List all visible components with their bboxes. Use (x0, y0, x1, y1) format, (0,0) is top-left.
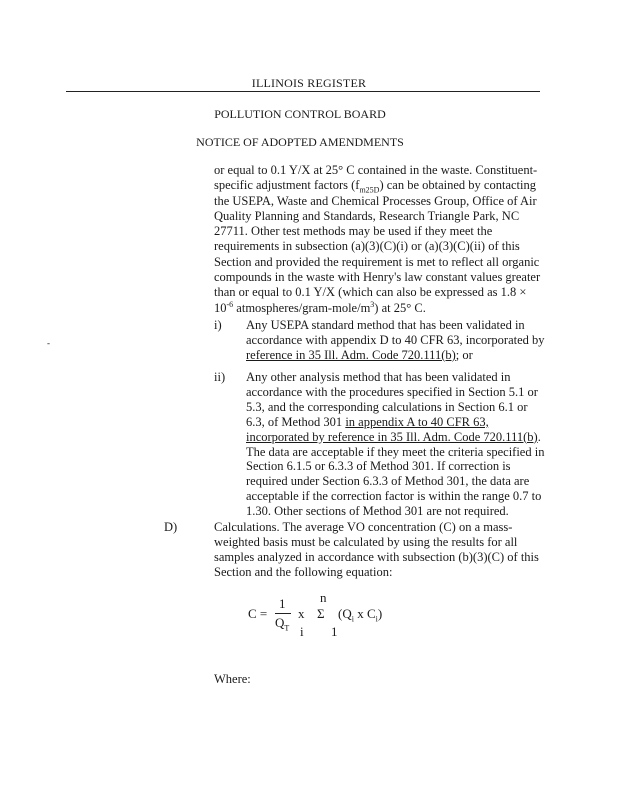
register-title: ILLINOIS REGISTER (251, 76, 367, 90)
item-ii-marker: ii) (214, 370, 226, 384)
fraction-denominator: $Q_T$ (275, 615, 290, 633)
item-i-marker: i) (214, 318, 222, 332)
summation-term: ($Q_i$ x $C_i$) (338, 606, 383, 624)
notice-title: NOTICE OF ADOPTED AMENDMENTS (196, 135, 404, 149)
item-i-reference: reference in 35 Ill. Adm. Code 720.111(b) (246, 347, 456, 362)
fraction-numerator: 1 (279, 596, 286, 611)
times-sign: x (298, 606, 305, 621)
item-i-text: Any USEPA standard method that has been validated in accordance with appendix D to 40 CFR 63, incorporated by reference in 35 Ill. Adm. Code 720.111(b); or (246, 318, 545, 362)
vo-concentration-equation (214, 590, 414, 650)
fraction-bar (275, 613, 291, 614)
header-rule (66, 91, 540, 92)
item-ii-text: Any other analysis method that has been validated in accordance with the procedures specified in Section 5.1 or 5.3, and the corresponding calculations in Section 6.1 or 6.3, of Method 301 in appendix A to 40 CFR 63, incorporated by reference in 35 Ill. Adm. Code 720.111(b). The data are acceptable if they meet the criteria specified in Section 6.1.5 or 6.3.3 of Method 301. If correction is required under Section 6.3.3 of Method 301, the data are acceptable if the correction factor is within the range 0.7 to 1.30. Other sections of Method 301 are not required. (246, 370, 545, 519)
sum-upper-limit: n (320, 590, 327, 605)
item-ii-reference: in appendix A to 40 CFR 63, incorporated by reference in 35 Ill. Adm. Code 720.111(b) (246, 414, 538, 444)
item-d-text: Calculations. The average VO concentration (C) on a mass-weighted basis must be calculated by using the results for all samples analyzed in accordance with subsection (b)(3)(C) of this Section and the following equation: (214, 520, 539, 579)
equation-lhs: C = (248, 606, 268, 621)
continuation-paragraph: or equal to 0.1 Y/X at 25° C contained in the waste. Constituent-specific adjustment factors $(f_{m25D})$ can be obtained by contacting the USEPA, Waste and Chemical Processes Group, Office of Air Quality Planning and Standards, Research Triangle Park, NC 27711. Other test methods may be used if they meet the requirements in subsection (a)(3)(C)(i) or (a)(3)(C)(ii) of this Section and provided the requirement is met to reflect all organic compounds in the waste with Henry's law constant values greater than or equal to 0.1 Y/X (which can also be expressed as $1.8 \times 10^{-6}$ atmospheres/$gram-mole/m^3$) at 25° C. (214, 163, 541, 315)
where-label: Where: (214, 672, 251, 686)
sum-lower-index: i (300, 624, 304, 639)
sum-lower-limit: 1 (331, 624, 338, 639)
board-name: POLLUTION CONTROL BOARD (214, 107, 386, 121)
item-d-marker: D) (164, 520, 178, 534)
stray-mark: - (47, 338, 50, 348)
summation-sign: Σ (317, 606, 325, 621)
